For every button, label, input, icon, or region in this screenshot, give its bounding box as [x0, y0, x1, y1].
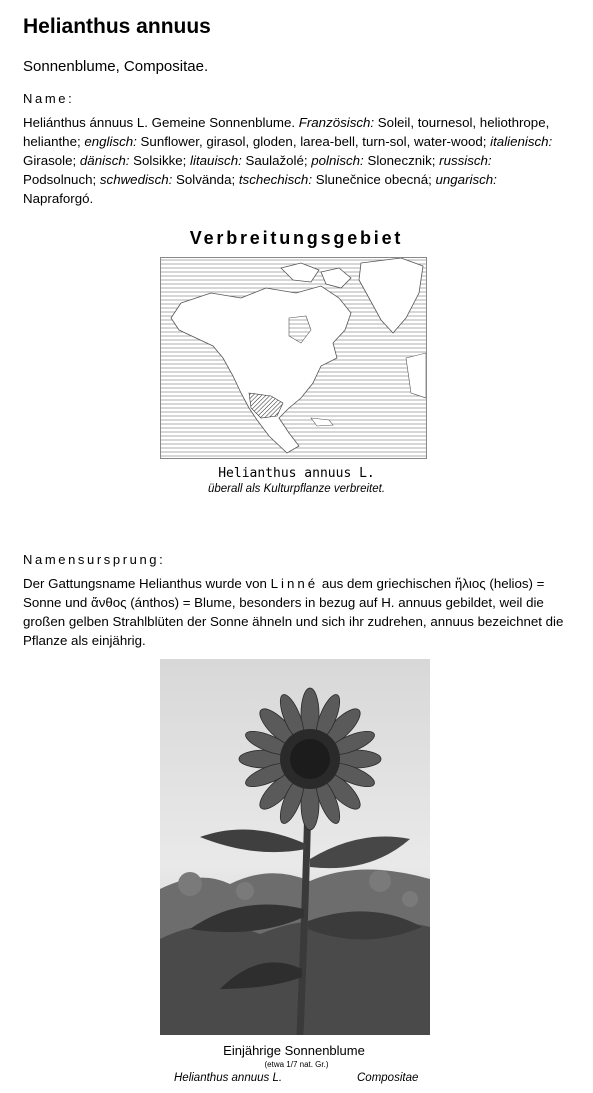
- photo-species: Helianthus annuus L.: [174, 1072, 283, 1084]
- origin-paragraph: [23, 574, 568, 650]
- language-label: tschechisch:: [238, 172, 313, 187]
- map-caption-note: überall als Kulturpflanze verbreitet.: [207, 483, 386, 495]
- sunflower-photo-drawing: [160, 659, 430, 1035]
- subtitle: Sonnenblume, Compositae.: [23, 58, 209, 75]
- map-caption: [0, 466, 593, 495]
- origin-section-label: Namensursprung:: [23, 552, 166, 567]
- name-text: Slonecznik;: [363, 153, 440, 168]
- name-text: Solsikke;: [129, 153, 191, 168]
- sunflower-photo: [160, 659, 430, 1035]
- name-text: Podsolnuch;: [23, 172, 100, 187]
- name-text: Soleil, tournesol, heliothrope, helianthe;: [23, 115, 550, 149]
- language-label: russisch:: [439, 153, 492, 168]
- language-label: polnisch:: [311, 153, 364, 168]
- language-label: litauisch:: [190, 153, 242, 168]
- name-text: Girasole;: [23, 153, 80, 168]
- language-label: italienisch:: [490, 134, 553, 149]
- page-title: Helianthus annuus: [23, 15, 211, 38]
- name-text: Heliánthus ánnuus L. Gemeine Sonnenblume.: [23, 115, 299, 130]
- language-label: ungarisch:: [435, 172, 497, 187]
- name-paragraph: [23, 113, 563, 208]
- photo-family: Compositae: [357, 1072, 419, 1084]
- language-label: dänisch:: [79, 153, 130, 168]
- origin-author: Linné: [270, 576, 319, 591]
- name-text: Napraforgó.: [23, 191, 94, 206]
- distribution-map: [160, 257, 427, 459]
- map-caption-species: Helianthus annuus L.: [218, 466, 375, 481]
- language-label: Französisch:: [298, 115, 375, 130]
- name-section-label: Name:: [23, 91, 75, 106]
- map-heading: Verbreitungsgebiet: [189, 228, 404, 248]
- origin-text-start: Der Gattungsname Helianthus wurde von: [23, 576, 271, 591]
- origin-text-rest: aus dem griechischen ἥλιος (helios) = Sonne und ἄνθος (ánthos) = Blume, besonders in bezug auf H. annuus gebildet, weil die großen gelben Strahlblüten der Sonne ähneln und sich ihr zudrehen, annuus bezeichnet die Pflanze als einjährig.: [23, 576, 564, 648]
- language-label: englisch:: [84, 134, 137, 149]
- photo-caption: Einjährige Sonnenblume: [223, 1043, 365, 1058]
- name-text: Sunflower, girasol, gloden, larea-bell, turn-sol, water-wood;: [136, 134, 491, 149]
- name-text: Saulažolé;: [241, 153, 312, 168]
- name-text: Slunečnice obecná;: [312, 172, 436, 187]
- language-label: schwedisch:: [99, 172, 173, 187]
- distribution-map-drawing: [161, 258, 426, 458]
- name-text: Solvända;: [172, 172, 239, 187]
- photo-scale: (etwa 1/7 nat. Gr.): [264, 1060, 329, 1069]
